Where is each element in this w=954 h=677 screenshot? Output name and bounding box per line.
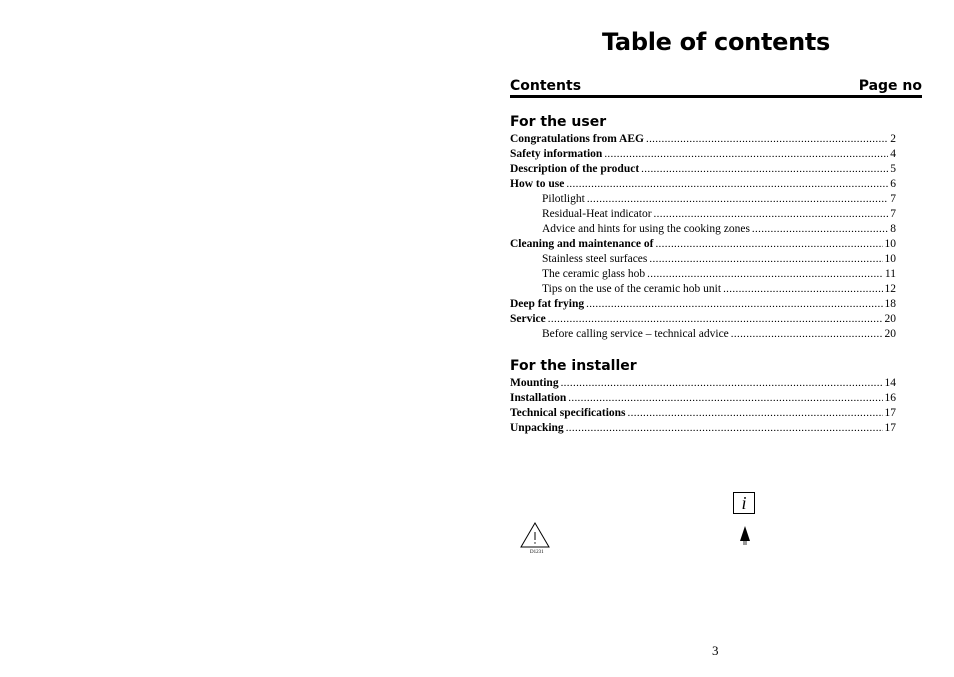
installer-toc-list [510,376,896,436]
toc-entry-page: 17 [884,422,896,434]
toc-entry-label: Cleaning and maintenance of [510,238,654,250]
dot-leader [566,177,888,192]
toc-entry-label: Description of the product [510,163,640,175]
toc-entry-label: Before calling service – technical advice [542,328,729,340]
toc-entry-label: Congratulations from AEG [510,133,644,145]
dot-leader [646,132,888,147]
toc-entry-label: Safety information [510,148,603,160]
toc-entry-page: 17 [884,407,896,419]
toc-entry-label: Technical specifications [510,407,626,419]
user-section-heading: For the user [510,114,607,130]
toc-entry-label: Residual-Heat indicator [542,208,652,220]
toc-row [510,391,896,406]
dot-leader [655,237,882,252]
toc-row [510,376,896,391]
toc-entry-page: 10 [884,238,896,250]
warning-code: D1231 [530,550,544,555]
dot-leader [654,207,889,222]
toc-row [510,237,896,252]
tree-icon [739,525,751,545]
toc-entry-page: 6 [890,178,896,190]
dot-leader [723,282,882,297]
dot-leader [649,252,882,267]
dot-leader [587,192,888,207]
toc-entry-page: 16 [884,392,896,404]
toc-entry-page: 12 [884,283,896,295]
toc-row [510,177,896,192]
toc-row [510,222,896,237]
toc-entry-label: How to use [510,178,565,190]
dot-leader [641,162,888,177]
toc-entry-label: Deep fat frying [510,298,585,310]
toc-entry-page: 7 [890,208,896,220]
toc-entry-page: 4 [890,148,896,160]
toc-entry-label: Pilotlight [542,193,585,205]
dot-leader [566,421,883,436]
toc-entry-label: Advice and hints for using the cooking zones [542,223,750,235]
toc-row [510,147,896,162]
page-number: 3 [712,643,719,658]
contents-header [510,78,922,98]
dot-leader [647,267,883,282]
info-i-icon: i [733,492,755,514]
toc-row [510,282,896,297]
toc-entry-page: 10 [884,253,896,265]
toc-row [510,192,896,207]
toc-row [510,132,896,147]
dot-leader [548,312,883,327]
toc-row [510,327,896,342]
toc-entry-page: 11 [884,268,896,280]
dot-leader [752,222,888,237]
toc-entry-page: 20 [884,313,896,325]
dot-leader [561,376,883,391]
contents-label: Contents [510,78,582,94]
toc-row [510,162,896,177]
user-toc-list [510,132,896,342]
page-no-label: Page no [858,78,922,94]
toc-row [510,312,896,327]
toc-entry-label: Installation [510,392,567,404]
dot-leader [568,391,882,406]
toc-entry-label: Service [510,313,546,325]
toc-entry-page: 7 [890,193,896,205]
toc-entry-label: Tips on the use of the ceramic hob unit [542,283,722,295]
toc-entry-page: 18 [884,298,896,310]
toc-entry-page: 8 [890,223,896,235]
toc-entry-page: 20 [884,328,896,340]
toc-entry-page: 14 [884,377,896,389]
toc-entry-label: Mounting [510,377,559,389]
dot-leader [628,406,883,421]
toc-entry-page: 5 [890,163,896,175]
toc-row [510,267,896,282]
page-title: Table of contents [601,28,831,56]
toc-entry-label: Unpacking [510,422,564,434]
toc-row [510,207,896,222]
toc-entry-label: Stainless steel surfaces [542,253,648,265]
toc-entry-label: The ceramic glass hob [542,268,646,280]
toc-row [510,421,896,436]
dot-leader [604,147,888,162]
toc-row [510,406,896,421]
toc-entry-page: 2 [890,133,896,145]
installer-section-heading: For the installer [510,358,637,374]
toc-row [510,252,896,267]
dot-leader [731,327,883,342]
toc-row [510,297,896,312]
dot-leader [586,297,882,312]
